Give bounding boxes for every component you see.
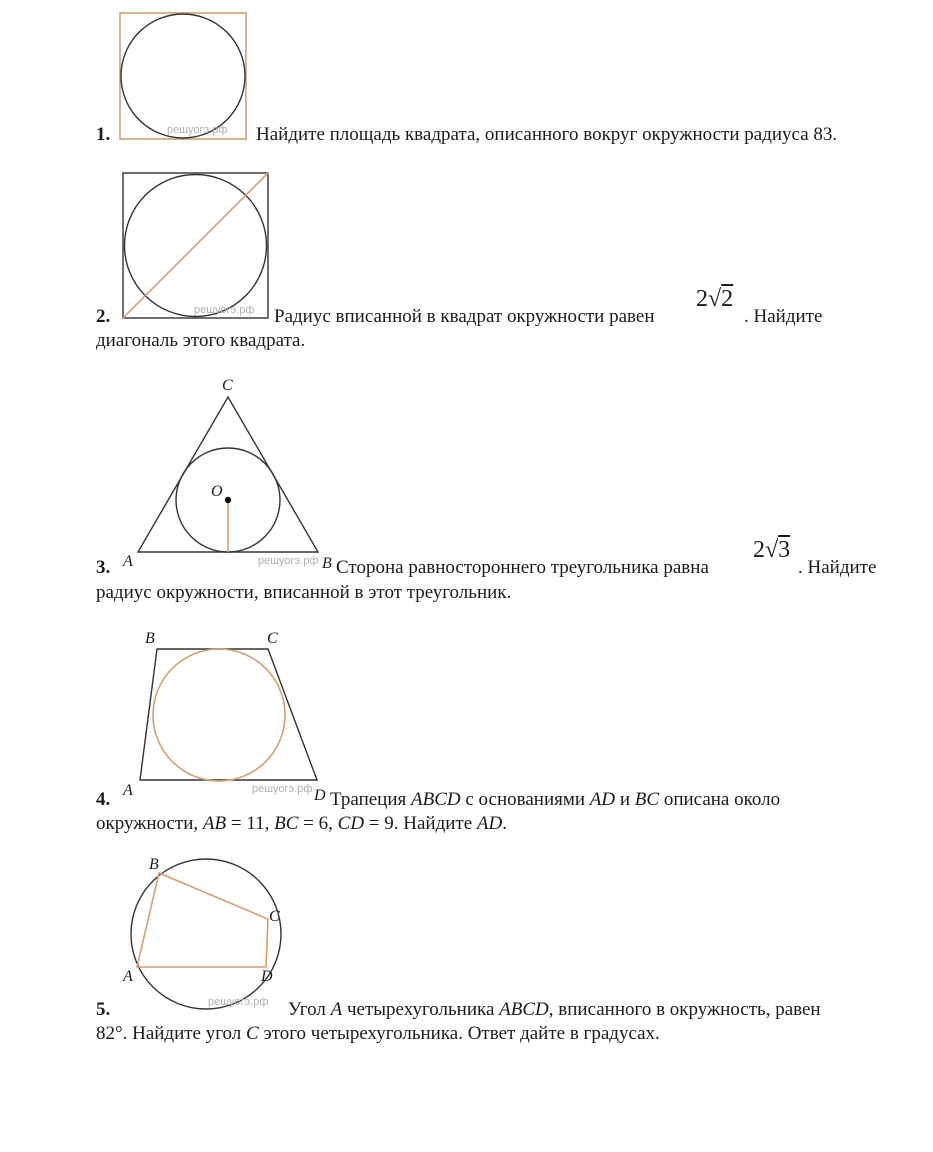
problem-4-number: 4. (96, 789, 111, 810)
figure-cyclic-quadrilateral (115, 855, 310, 1020)
label-a: A (123, 553, 133, 570)
problem-2-text-before: Радиус вписанной в квадрат окружности равен (274, 306, 655, 327)
figure-equilateral-triangle (115, 372, 345, 570)
problem-3-number: 3. (96, 557, 111, 578)
problem-4-label-d: D (314, 787, 326, 804)
problem-1-text: Найдите площадь квадрата, описанного вокруг окружности радиуса 83. (256, 124, 838, 145)
label-c: C (222, 377, 233, 394)
inscribed-circle (121, 14, 245, 138)
quadrilateral-abcd (137, 873, 268, 967)
math-coef: 2 (696, 286, 708, 312)
sqrt-sign: √ (765, 537, 779, 563)
problem-3-text-before: Сторона равностороннего треугольника равна (336, 557, 709, 578)
figure-trapezoid-incircle (115, 625, 335, 799)
problem-2-number: 2. (96, 306, 111, 327)
problem-3-text-line2: радиус окружности, вписанной в этот треугольник. (96, 582, 512, 603)
watermark: решуогэ.рф (167, 124, 228, 136)
problem-5-text-line1: Угол A четырехугольника ABCD, вписанного в окружность, равен (288, 999, 821, 1020)
trapezoid-abcd (140, 649, 317, 780)
figure-square-diagonal (118, 168, 278, 323)
label-a: A (123, 782, 133, 799)
problem-3-text-after: . Найдите (798, 557, 877, 578)
math-radicand: 2 (721, 286, 734, 312)
label-a: A (123, 968, 133, 985)
watermark: решуогэ.рф (208, 996, 269, 1008)
problem-3-label-b: B (322, 555, 332, 572)
sqrt-sign: √ (708, 286, 722, 312)
inscribed-circle (153, 649, 285, 781)
label-b: B (149, 856, 159, 873)
problem-2-math (696, 288, 733, 310)
problem-5-text-line2: 82°. Найдите угол C этого четырехугольника. Ответ дайте в градусах. (96, 1023, 660, 1044)
math-coef: 2 (753, 537, 765, 563)
problem-1-number: 1. (96, 124, 111, 145)
watermark: решуогэ.рф (194, 304, 255, 316)
label-c: C (269, 908, 280, 925)
problem-2-text-after: . Найдите (744, 306, 823, 327)
watermark: решуогэ.рф (252, 783, 313, 795)
math-radicand: 3 (778, 537, 791, 563)
problem-4-text-line2: окружности, AB = 11, BC = 6, CD = 9. Найдите AD. (96, 813, 507, 834)
label-b: B (145, 630, 155, 647)
problem-5-number: 5. (96, 999, 111, 1020)
circumscribed-circle (131, 859, 281, 1009)
figure-square-circumscribed (115, 8, 255, 143)
center-point-o (225, 497, 231, 503)
label-c: C (267, 630, 278, 647)
label-d: D (261, 968, 273, 985)
problem-2-text-line2: диагональ этого квадрата. (96, 330, 306, 351)
problem-4-text-line1: Трапеция ABCD с основаниями AD и BC описана около (330, 789, 781, 810)
label-o: O (211, 483, 223, 500)
watermark: решуогэ.рф (258, 555, 319, 567)
square-diagonal (123, 173, 268, 318)
problem-3-math (753, 539, 790, 561)
